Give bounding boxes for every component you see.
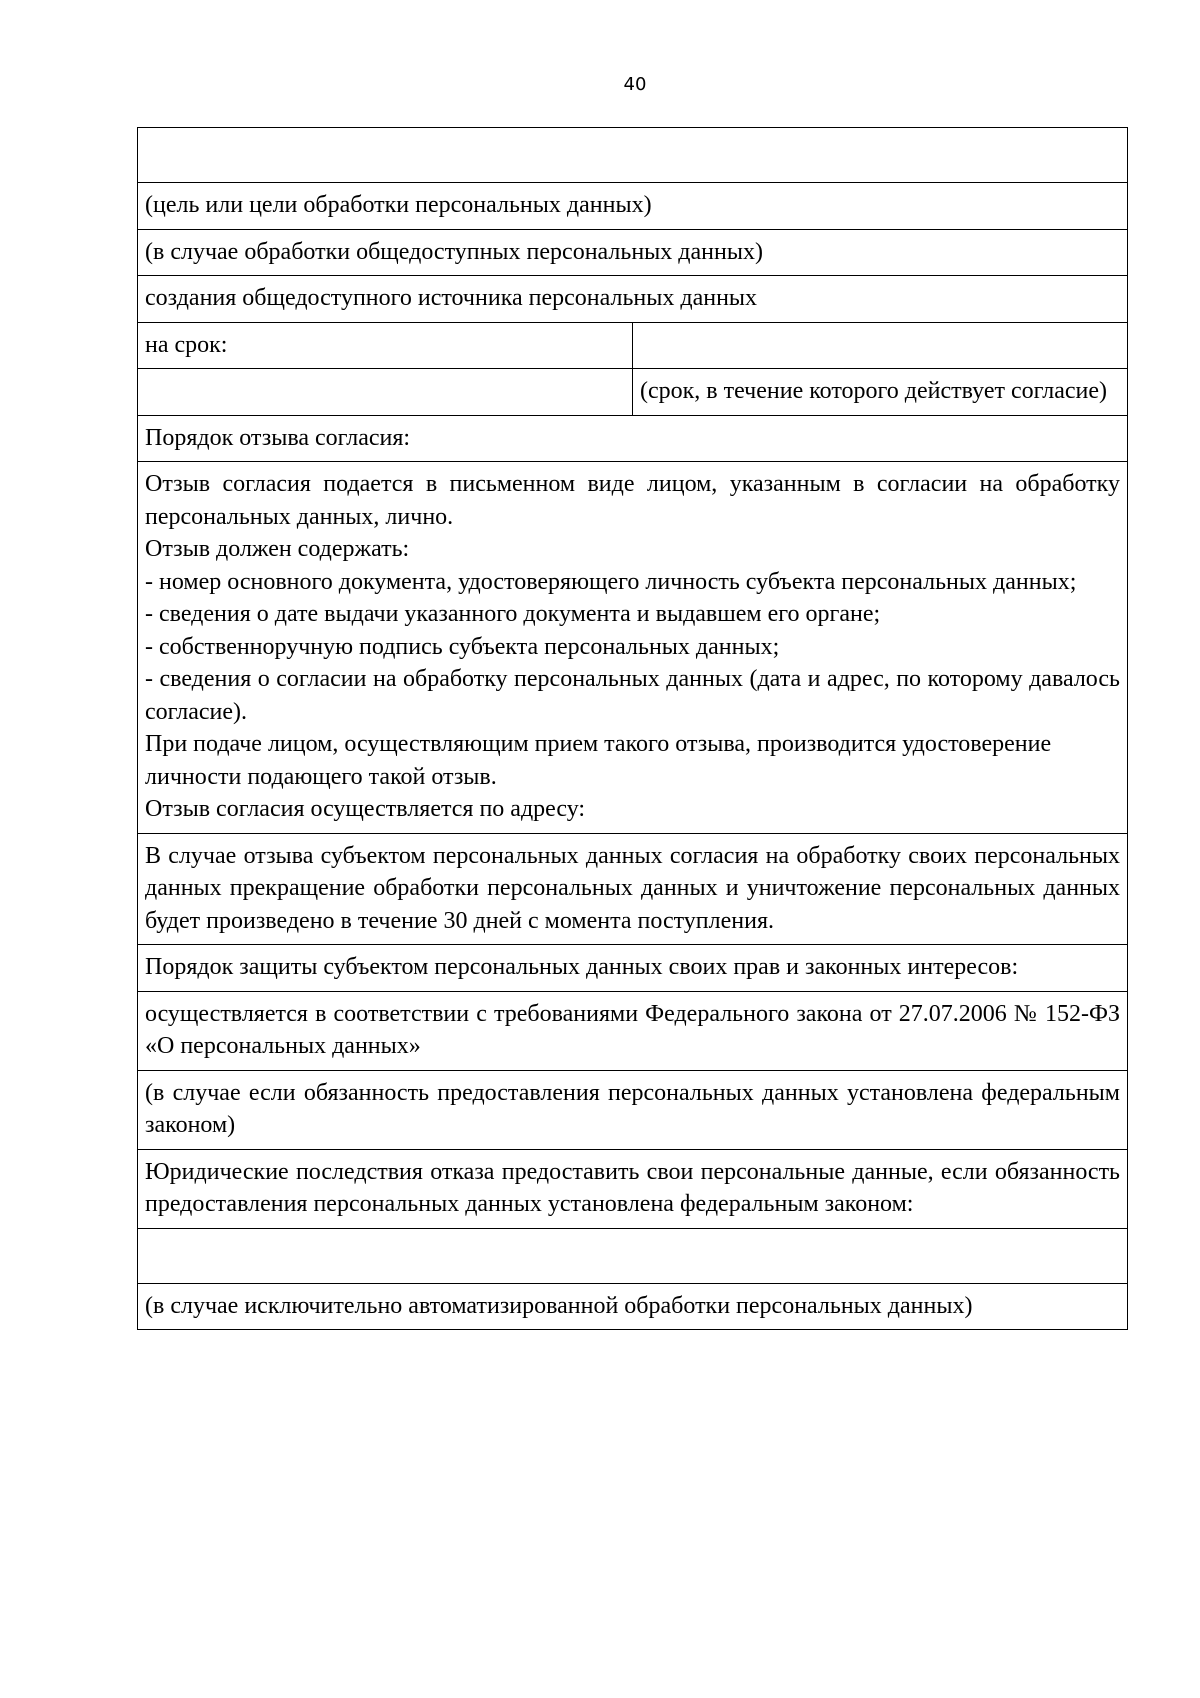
table-row <box>138 183 1128 230</box>
table-row <box>138 1283 1128 1330</box>
protection-heading: Порядок защиты субъектом персональных данных своих прав и законных интересов: <box>138 945 1128 992</box>
withdrawal-line: Отзыв должен содержать: <box>145 536 410 562</box>
consent-form-table <box>137 127 1128 1330</box>
table-row <box>138 462 1128 834</box>
withdrawal-line: Отзыв согласия подается в письменном виде лицом, указанным в согласии на обработку персональных данных, лично. <box>145 471 1120 530</box>
withdrawal-line: Отзыв согласия осуществляется по адресу: <box>145 796 586 822</box>
table-row <box>138 1228 1128 1283</box>
table-row <box>138 1070 1128 1149</box>
purpose-caption: (цель или цели обработки персональных данных) <box>138 183 1128 230</box>
protection-law-text: осуществляется в соответствии с требованиями Федерального закона от 27.07.2006 № 152-ФЗ «О персональных данных» <box>138 991 1128 1070</box>
term-caption: (срок, в течение которого действует согласие) <box>633 369 1128 416</box>
public-data-caption: (в случае обработки общедоступных персональных данных) <box>138 229 1128 276</box>
withdrawal-line: При подаче лицом, осуществляющим прием такого отзыва, производится удостоверение личности подающего такой отзыв. <box>145 731 1052 790</box>
withdrawal-line: - собственноручную подпись субъекта персональных данных; <box>145 633 780 660</box>
withdrawal-line: - сведения о дате выдачи указанного документа и выдавшем его органе; <box>145 601 881 627</box>
blank-field-1[interactable] <box>138 128 1128 183</box>
withdrawal-heading: Порядок отзыва согласия: <box>138 415 1128 462</box>
table-row <box>138 322 1128 369</box>
table-row <box>138 1149 1128 1228</box>
table-row <box>138 128 1128 183</box>
table-row <box>138 833 1128 945</box>
term-left-blank <box>138 369 633 416</box>
table-row <box>138 276 1128 323</box>
blank-field-2[interactable] <box>138 1228 1128 1283</box>
term-label: на срок: <box>138 322 633 369</box>
automated-case-caption: (в случае исключительно автоматизированной обработки персональных данных) <box>138 1283 1128 1330</box>
mandatory-case-caption: (в случае если обязанность предоставления персональных данных установлена федеральным законом) <box>138 1070 1128 1149</box>
withdrawal-line: - номер основного документа, удостоверяющего личность субъекта персональных данных; <box>145 568 1077 595</box>
term-value-field[interactable] <box>633 322 1128 369</box>
table-row <box>138 945 1128 992</box>
table-row <box>138 229 1128 276</box>
table-row <box>138 415 1128 462</box>
withdrawal-line: - сведения о согласии на обработку персональных данных (дата и адрес, по которому давалось согласие). <box>145 666 1120 725</box>
public-source-text: создания общедоступного источника персональных данных <box>138 276 1128 323</box>
page-number: 40 <box>623 74 647 95</box>
table-row <box>138 369 1128 416</box>
refusal-consequences-heading: Юридические последствия отказа предоставить свои персональные данные, если обязанность предоставления персональных данных установлена федеральным законом: <box>138 1149 1128 1228</box>
table-row <box>138 991 1128 1070</box>
withdrawal-body <box>138 462 1128 834</box>
withdrawal-consequence: В случае отзыва субъектом персональных данных согласия на обработку своих персональных данных прекращение обработки персональных данных и уничтожение персональных данных будет произведено в течение 30 дней с момента поступления. <box>138 833 1128 945</box>
